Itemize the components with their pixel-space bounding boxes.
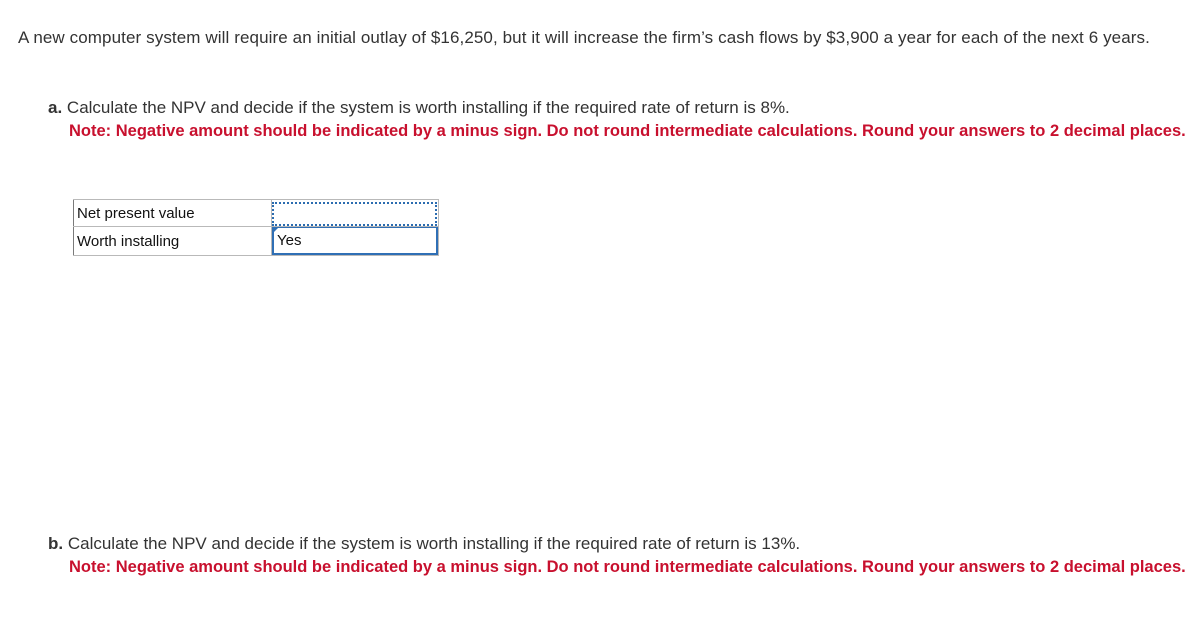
npv-label: Net present value [74,200,272,227]
dropdown-corner-icon [272,227,279,234]
npv-input[interactable] [272,202,437,226]
worth-installing-cell [272,227,439,256]
worth-installing-label: Worth installing [74,227,272,256]
worth-installing-selected-value: Yes [277,232,302,249]
part-b-letter: b. [48,534,64,553]
answer-table [73,199,439,256]
problem-intro: A new computer system will require an initial outlay of $16,250, but it will increase the firm’s cash flows by $3,900 a year for each of the next 6 years. [18,28,1150,47]
part-b-note: Note: Negative amount should be indicated by a minus sign. Do not round intermediate calculations. Round your answers to 2 decimal places. [69,557,1186,576]
part-a-note: Note: Negative amount should be indicated by a minus sign. Do not round intermediate calculations. Round your answers to 2 decimal places. [69,121,1186,140]
part-b-prompt: Calculate the NPV and decide if the system is worth installing if the required rate of return is 13%. [67,534,801,553]
npv-cell [272,200,439,227]
part-a-letter: a. [48,98,63,117]
worth-installing-select[interactable] [272,227,438,255]
table-row-npv [74,200,439,227]
question-part-a [48,97,1198,142]
question-part-b [48,533,1198,578]
table-row-worth-installing [74,227,439,256]
part-a-prompt: Calculate the NPV and decide if the system is worth installing if the required rate of return is 8%. [66,98,790,117]
